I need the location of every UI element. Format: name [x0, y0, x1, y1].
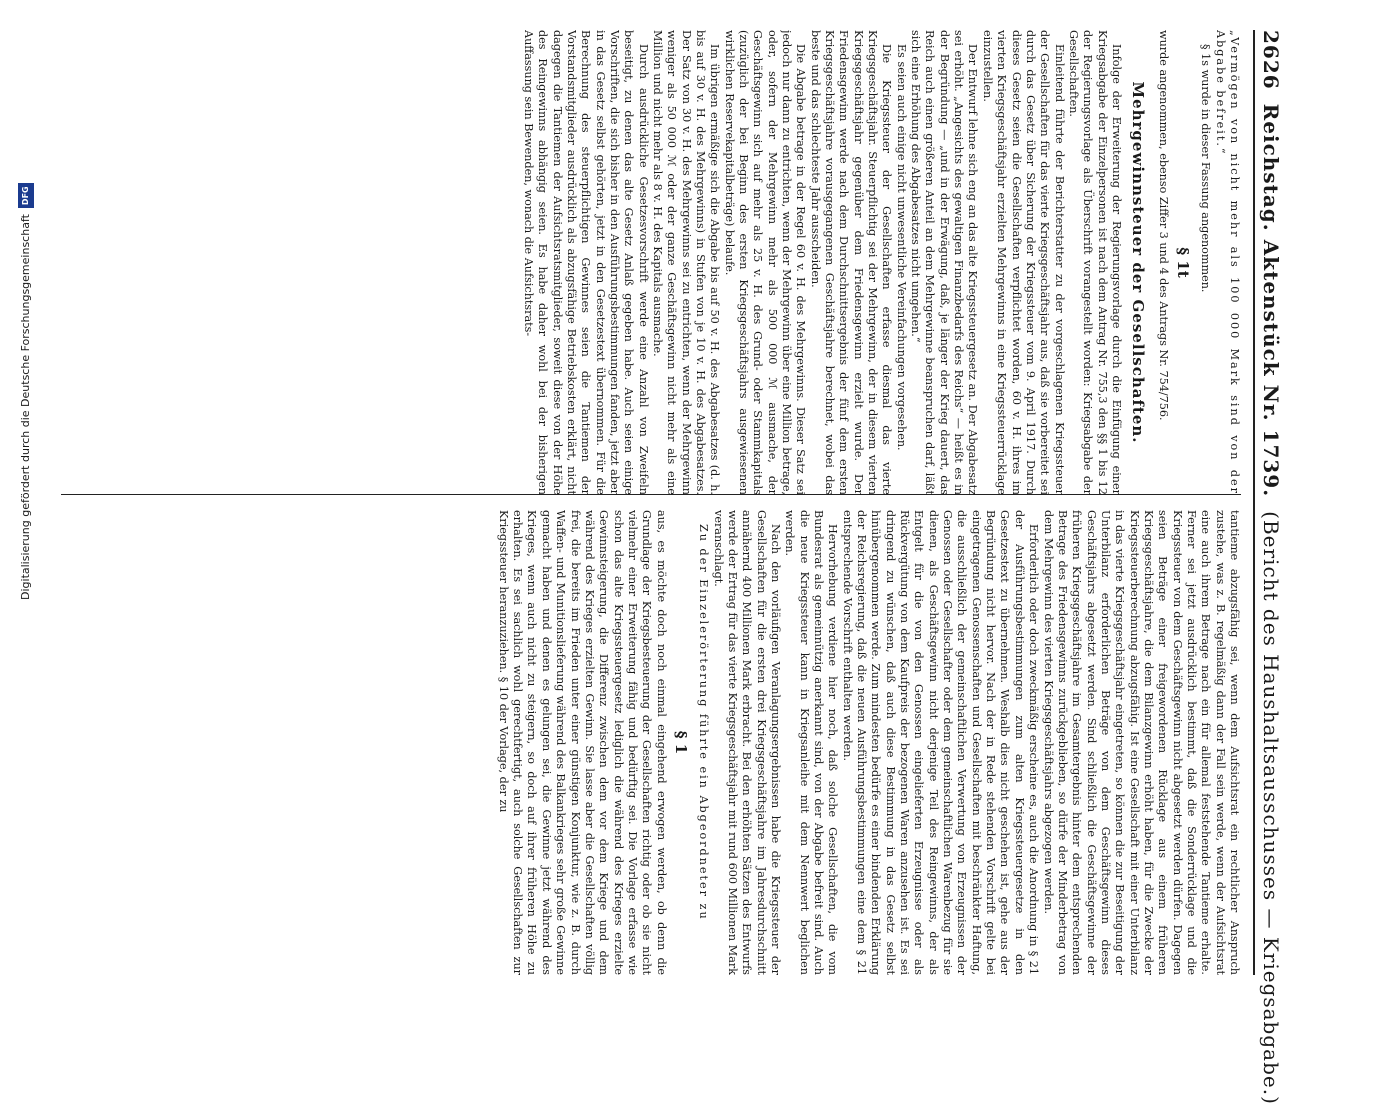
- document-subtitle: (Bericht des Haushaltsausschusses — Kriegsabgabe.): [1259, 511, 1283, 1105]
- paragraph: Die Abgabe betrage in der Regel 60 v. H. des Mehrgewinns. Dieser Satz sei jedoch nur dann zu entrichten, wenn der Mehrgewinn über eine Million betrage, oder, sofern der Mehrgewinn mehr als 500 000 ℳ ausmache, der Geschäftsgewinn sich auf mehr als 25 v. H. des Grund- oder Stammkapitals (zuzüglich der bei Beginn des ersten Kriegsgeschäftsjahrs ausgewiesenen wirklichen Reservekapitalbeträge) belaufe.: [722, 30, 808, 495]
- paragraph: Es seien auch einige nicht unwesentliche Vereinfachungen vorgesehen.: [894, 44, 908, 451]
- paragraph: Nach den vorläufigen Veranlagungsergebnissen habe die Kriegssteuer der Gesellschaften für die ersten drei Kriegsgeschäftsjahre im Jahresdurchschnitt annähernd 400 Millionen Mark erbracht. Bei den erhöhten Sätzen des Entwurfs werde der Ertrag für das vierte Kriegsgeschäftsjahr mit rund 600 Millionen Mark veranschlagt.: [711, 510, 782, 975]
- paragraph: Einleitend führte der Berichterstatter zu der vorgeschlagenen Kriegssteuer der Gesellschaften für das vierte Kriegsgeschäftsjahr aus, daß sie vorbereitet sei durch das Gesetz über Sicherung der Kriegssteuer vom 9. April 1917. Durch dieses Gesetz seien die Gesellschaften verpflichtet worden, 60 v. H. ihres im vierten Kriegsgeschäftsjahr erzielten Mehrgewinns in eine Kriegssteuerrücklage einzustellen.: [980, 30, 1066, 495]
- paragraph: wurde angenommen, ebenso Ziffer 3 und 4 des Antrags Nr. 754/756.: [1156, 30, 1170, 421]
- paragraph: Erforderlich oder doch zweckmäßig erscheine es, auch die Anordnung in § 21 der Ausführungsbestimmungen zum alten Kriegssteuergesetze in den Gesetzestext zu übernehmen. Weshalb dies nicht geschehen ist, gehe aus der Begründung nicht hervor. Nach der in Rede stehenden Vorschrift gelte bei eingetragenen Genossenschaften und Gesellschaften mit beschränkter Haftung, die ausschließlich der gemeinschaftlichen Verwertung von Erzeugnissen der Genossen oder Gesellschafter oder dem gemeinschaftlichen Warenbezug für sie dienen, als Geschäftsgewinn nicht derjenige Teil des Reingewinns, der als Entgelt für die von den Genossen eingelieferten Erzeugnisse oder als Rückvergütung von dem Kaufpreis der bezogenen Waren anzusehen ist. Es sei dringend zu wünschen, daß auch diese Bestimmung in das Gesetz selbst hinübergenommen werde. Zum mindesten bedürfe es einer bindenden Erklärung der Reichsregierung, daß die neuen Ausführungsbestimmungen eine dem § 21 entsprechende Vorschrift enthalten werden.: [840, 510, 1041, 975]
- section-sign: § 1: [671, 730, 690, 755]
- paragraph: Hervorhebung verdiene hier noch, daß solche Gesellschaften, die vom Bundesrat als gemeinnützig anerkannt sind, von der Abgabe befreit sind. Auch die neue Kriegssteuer kann in Kriegsanleihe mit dem Nennwert beglichen werden.: [783, 510, 840, 975]
- paragraph: Im übrigen ermäßige sich die Abgabe bis auf 50 v. H. des Abgabesatzes (d. h. bis auf 30 v. H. des Mehrgewinns) in Stufen von je 10 v. H. des Abgabesatzes. Der Satz von 30 v. H. des Mehrgewinns sei zu entrichten, wenn der Mehrgewinn weniger als 50 000 ℳ oder der ganze Geschäftsgewinn nicht mehr als eine Million und nicht mehr als 8 v. H. des Kapitals ausmache.: [650, 30, 722, 495]
- section-heading: Mehrgewinnsteuer der Gesellschaften.: [1129, 81, 1148, 444]
- paragraph: Infolge der Erweiterung der Regierungsvorlage durch die Einfügung einer Kriegsabgabe der Einzelpersonen ist nach dem Antrag Nr. 755,3 den §§ 1 bis 12 der Regierungsvorlage als Überschrift vorangestellt worden: Kriegsabgabe der Gesellschaften.: [1066, 30, 1123, 495]
- paragraph: Durch ausdrückliche Gesetzesvorschrift werde eine Anzahl von Zweifeln beseitigt, zu denen das alte Gesetz Anlaß gegeben habe. Auch seien einige Vorschriften, die sich bisher in den Ausführungsbestimmungen fanden, jetzt aber in das Gesetz selbst gehörten, jetzt in den Gesetzestext übernommen. Für die Berechnung des steuerpflichtigen Gewinnes seien die Tantiemen der Vorstandsmitglieder ausdrücklich als abzugsfähige Betriebskosten erklärt, nicht dagegen die Tantiemen der Aufsichtsratsmitglieder, soweit diese von der Höhe des Reingewinns abhängig seien. Es habe daher wohl bei der bisherigen Auffassung sein Bewenden, wonach die Aufsichtsrats-: [521, 30, 650, 495]
- paragraph: „Vermögen von nicht mehr als 100 000 Mark sind von der Abgabe befreit.“: [1213, 30, 1241, 495]
- paragraph: aus, es möchte doch noch einmal eingehend erwogen werden, ob denn die Grundlage der Kriegsbesteuerung der Gesellschaften richtig oder ob sie nicht vielmehr einer Erweiterung fähig und bedürftig sei. Die Vorlage erfasse wie schon das alte Kriegssteuergesetz lediglich die während des Krieges erzielte Gewinnsteigerung, die Differenz zwischen dem vor dem Kriege und dem während des Krieges erzielten Gewinn. Sie lasse aber die Gesellschaften völlig frei, die bereits im Frieden unter einer günstigen Konjunktur, wie z. B. durch Waffen- und Munitionslieferung während des Balkankrieges sehr große Gewinne gemacht haben und denen es gelungen sei, die Gewinne jetzt während des Krieges, wenn auch nicht zu steigern, so doch auf ihrer früheren Höhe zu erhalten. Es sei sachlich wohl gerechtfertigt, auch solche Gesellschaften zur Kriegssteuer heranzuziehen. § 10 der Vorlage, der zu: [496, 510, 668, 975]
- page-number: 2626: [1259, 30, 1283, 90]
- right-column: [191, 510, 1241, 975]
- paragraph: Die Kriegssteuer der Gesellschaften erfasse diesmal das vierte Kriegsgeschäftsjahr. Steuerpflichtig sei der Mehrgewinn, der in diesem vierten Kriegsgeschäftsjahr gegenüber dem Friedensgewinn erzielt wurde. Der Friedensgewinn werde nach dem Durchschnittsergebnis der fünf dem ersten Kriegsgeschäftsjahre vorausgegangenen Geschäftsjahre berechnet, wobei das beste und das schlechteste Jahr ausscheiden.: [808, 30, 894, 495]
- funding-strip: [2, 0, 32, 1000]
- section-sign: § 1t: [1173, 247, 1192, 278]
- funding-text: Digitalisierung gefördert durch die Deutsche Forschungsgemeinschaft: [19, 214, 32, 600]
- dfg-logo: DFG: [18, 183, 34, 208]
- paragraph: tantieme abzugsfähig sei, wenn dem Aufsichtsrat ein rechtlicher Anspruch zustehe, was z. B. regelmäßig dann der Fall sein werde, wenn der Aufsichtsrat eine auch ihrem Betrage nach ein für allemal feststehende Tantieme erhalte. Ferner sei jetzt ausdrücklich bestimmt, daß die Sonderrücklage und die Kriegssteuer von dem Geschäftsgewinn nicht abgesetzt werden dürfen. Dagegen seien Beträge einer freigewordenen Rücklage aus einem früheren Kriegsgeschäftsjahre, die dem Bilanzgewinn erhöht haben, für die Zwecke der Kriegssteuerberechnung abzugsfähig. Ist eine Gesellschaft mit einer Unterbilanz in das vierte Kriegsgeschäftsjahr eingetreten, so können die zur Beseitigung der Unterbilanz erforderlichen Beträge von dem Geschäftsgewinn dieses Geschäftsjahrs abgesetzt werden. Sind schließlich die Geschäftsgewinne der früheren Kriegsgeschäftsjahre im Gesamtergebnis hinter dem entsprechenden Betrage des Friedensgewinns zurückgeblieben, so dürfe der Minderbetrag von dem Mehrgewinn des vierten Kriegsgeschäftsjahrs abgezogen werden.: [1041, 510, 1241, 975]
- paragraph: Zu der Einzelerörterung führte ein Abgeordneter zu: [697, 524, 711, 921]
- paragraph: Der Entwurf lehne sich eng an das alte Kriegssteuergesetz an. Der Abgabesatz sei erhöht. „Angesichts des gewaltigen Finanzbedarfs des Reichs“ — heißt es in der Begründung — „und in der Erwägung, daß, je länger der Krieg dauert, das Reich auch einen größeren Anteil an dem Mehrgewinne beanspruchen darf, läßt sich eine Erhöhung des Abgabesatzes nicht umgehen.“: [909, 30, 980, 495]
- paragraph: § 1s wurde in dieser Fassung angenommen.: [1199, 44, 1213, 293]
- document-title: Reichstag. Aktenstück Nr. 1739.: [1259, 103, 1283, 498]
- page-header: [1253, 30, 1283, 1105]
- left-column: [191, 30, 1241, 495]
